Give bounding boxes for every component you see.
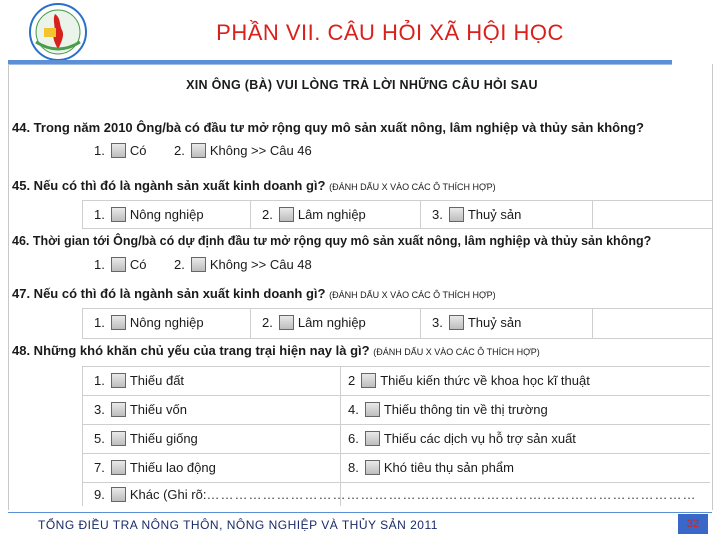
col-divider — [592, 308, 593, 338]
row-divider — [82, 228, 712, 229]
option-label: Thiếu lao động — [129, 460, 216, 475]
checkbox[interactable] — [111, 431, 126, 446]
option-number: 4. — [348, 402, 359, 417]
frame-right-line — [712, 64, 713, 510]
option-label: Lâm nghiệp — [297, 207, 366, 222]
option-label: Khó tiêu thụ sản phẩm — [383, 460, 514, 475]
row-divider — [82, 482, 710, 483]
option-label: Nông nghiệp — [129, 207, 204, 222]
checkbox[interactable] — [111, 257, 126, 272]
option-label: Nông nghiệp — [129, 315, 204, 330]
title-rule-thin — [8, 64, 672, 65]
col-divider — [82, 308, 83, 338]
checkbox[interactable] — [365, 402, 380, 417]
slide-title: PHẦN VII. CÂU HỎI XÃ HỘI HỌC — [216, 20, 564, 45]
question-48 — [12, 343, 540, 358]
row-divider — [82, 395, 710, 396]
checkbox[interactable] — [365, 460, 380, 475]
question-note: (ĐÁNH DẤU X VÀO CÁC Ô THÍCH HỢP) — [329, 182, 496, 192]
option-label: Có — [129, 143, 147, 158]
q44-option-2[interactable] — [174, 143, 312, 158]
option-number: 1. — [94, 143, 105, 158]
row-divider — [82, 338, 712, 339]
row-divider — [82, 366, 710, 367]
col-divider — [250, 200, 251, 228]
option-number: 8. — [348, 460, 359, 475]
q48-option-7[interactable] — [94, 460, 216, 475]
question-text: 47. Nếu có thì đó là ngành sản xuất kinh doanh gì? — [12, 286, 326, 301]
q46-option-1[interactable] — [94, 257, 146, 272]
checkbox[interactable] — [111, 143, 126, 158]
q48-option-4[interactable] — [348, 402, 548, 417]
checkbox[interactable] — [111, 402, 126, 417]
option-number: 2. — [174, 257, 185, 272]
checkbox[interactable] — [279, 315, 294, 330]
option-label: Có — [129, 257, 147, 272]
q45-option-2[interactable] — [262, 207, 366, 222]
question-46: 46. Thời gian tới Ông/bà có dự định đầu tư mở rộng quy mô sản xuất nông, lâm nghiệp và thủy sản không? — [12, 234, 652, 248]
q44-option-1[interactable] — [94, 143, 146, 158]
col-divider — [420, 200, 421, 228]
row-divider — [82, 200, 712, 201]
q47-option-1[interactable] — [94, 315, 204, 330]
checkbox[interactable] — [279, 207, 294, 222]
page-number-badge: 32 — [678, 514, 708, 534]
option-number: 1. — [94, 315, 105, 330]
checkbox[interactable] — [449, 315, 464, 330]
option-label: Không >> Câu 48 — [209, 257, 312, 272]
col-divider — [250, 308, 251, 338]
option-number: 1. — [94, 257, 105, 272]
col-divider — [340, 366, 341, 506]
option-label: Thiếu các dịch vụ hỗ trợ sản xuất — [383, 431, 576, 446]
checkbox[interactable] — [111, 315, 126, 330]
question-44: 44. Trong năm 2010 Ông/bà có đầu tư mở rộng quy mô sản xuất nông, lâm nghiệp và thủy sản không? — [12, 120, 644, 135]
q48-option-8[interactable] — [348, 460, 514, 475]
q45-option-1[interactable] — [94, 207, 204, 222]
option-label: Khác (Ghi rõ: — [129, 487, 207, 502]
checkbox[interactable] — [111, 373, 126, 388]
checkbox[interactable] — [111, 460, 126, 475]
checkbox[interactable] — [191, 143, 206, 158]
question-47 — [12, 286, 496, 301]
footer-text: TỔNG ĐIỀU TRA NÔNG THÔN, NÔNG NGHIỆP VÀ THỦY SẢN 2011 — [38, 518, 438, 532]
option-number: 3. — [432, 207, 443, 222]
option-number: 2. — [262, 207, 273, 222]
option-number: 1. — [94, 373, 105, 388]
option-label: Thuỷ sản — [467, 315, 522, 330]
census-logo-icon — [28, 2, 88, 62]
checkbox[interactable] — [449, 207, 464, 222]
option-label: Thiếu giống — [129, 431, 198, 446]
option-label: Thiếu đất — [129, 373, 185, 388]
option-number: 7. — [94, 460, 105, 475]
q48-option-1[interactable] — [94, 373, 184, 388]
option-label: Lâm nghiệp — [297, 315, 366, 330]
question-note: (ĐÁNH DẤU X VÀO CÁC Ô THÍCH HỢP) — [329, 290, 496, 300]
option-number: 3. — [94, 402, 105, 417]
question-text: 48. Những khó khăn chủ yếu của trang trại hiện nay là gì? — [12, 343, 370, 358]
questionnaire-form — [12, 66, 712, 506]
checkbox[interactable] — [365, 431, 380, 446]
option-number: 2. — [262, 315, 273, 330]
option-label: Không >> Câu 46 — [209, 143, 312, 158]
row-divider — [82, 308, 712, 309]
checkbox[interactable] — [111, 487, 126, 502]
col-divider — [592, 200, 593, 228]
q46-option-2[interactable] — [174, 257, 312, 272]
q47-option-3[interactable] — [432, 315, 521, 330]
footer-rule — [8, 512, 712, 513]
option-label: Thuỷ sản — [467, 207, 522, 222]
q48-option-6[interactable] — [348, 431, 576, 446]
option-number: 6. — [348, 431, 359, 446]
q48-option-2[interactable] — [348, 373, 590, 388]
col-divider — [82, 200, 83, 228]
q47-option-2[interactable] — [262, 315, 366, 330]
question-45 — [12, 178, 496, 193]
form-header: XIN ÔNG (BÀ) VUI LÒNG TRẢ LỜI NHỮNG CÂU HỎI SAU — [186, 78, 538, 92]
q45-option-3[interactable] — [432, 207, 521, 222]
frame-left-line — [8, 64, 9, 510]
q48-option-3[interactable] — [94, 402, 187, 417]
option-label: Thiếu thông tin về thị trường — [383, 402, 548, 417]
question-note: (ĐÁNH DẤU X VÀO CÁC Ô THÍCH HỢP) — [373, 347, 540, 357]
write-in-line[interactable]: …………………………………………………………………………………………… — [206, 487, 697, 502]
checkbox[interactable] — [361, 373, 376, 388]
col-divider — [420, 308, 421, 338]
question-text: 45. Nếu có thì đó là ngành sản xuất kinh doanh gì? — [12, 178, 326, 193]
row-divider — [82, 453, 710, 454]
option-label: Thiếu vốn — [129, 402, 187, 417]
option-number: 3. — [432, 315, 443, 330]
option-number: 1. — [94, 207, 105, 222]
option-number: 2 — [348, 373, 356, 388]
option-number: 9. — [94, 487, 105, 502]
row-divider — [82, 424, 710, 425]
checkbox[interactable] — [191, 257, 206, 272]
option-label: Thiếu kiến thức về khoa học kĩ thuật — [380, 373, 590, 388]
option-number: 5. — [94, 431, 105, 446]
q48-option-5[interactable] — [94, 431, 198, 446]
col-divider — [82, 366, 83, 506]
checkbox[interactable] — [111, 207, 126, 222]
q48-option-9[interactable] — [94, 487, 706, 502]
option-number: 2. — [174, 143, 185, 158]
